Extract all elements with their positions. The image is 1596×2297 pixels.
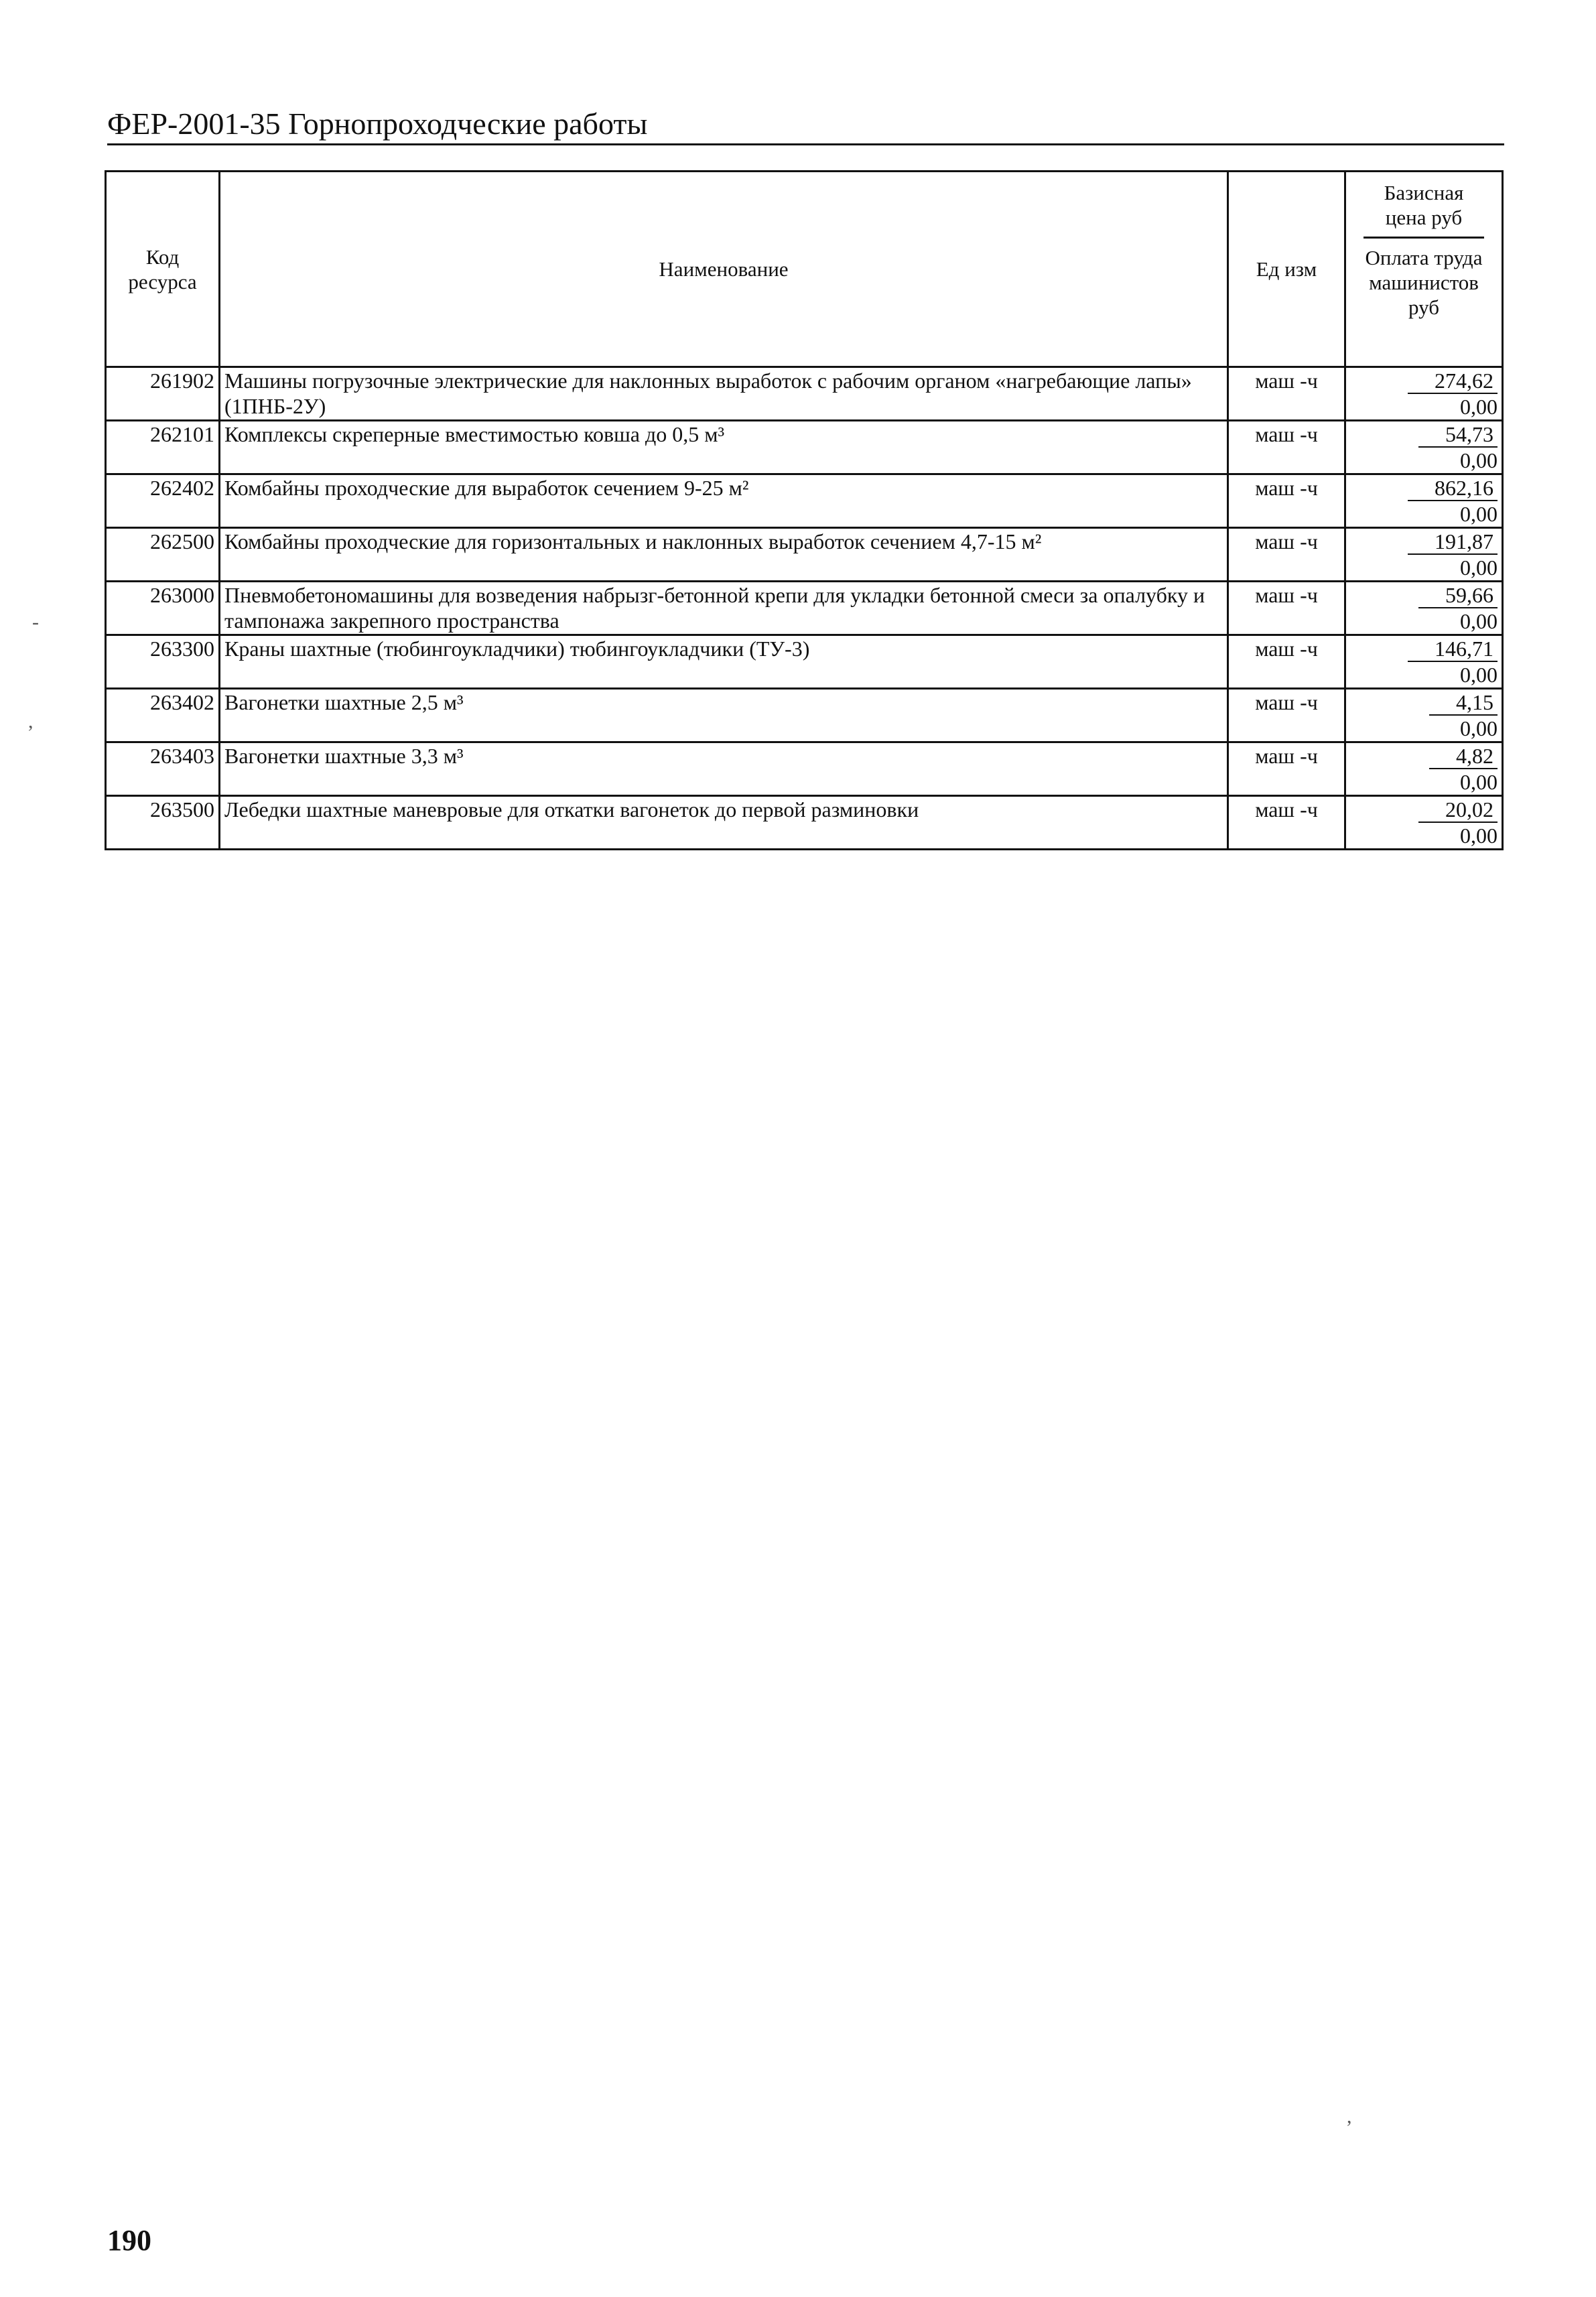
base-price-value: 4,82 (1429, 744, 1498, 769)
cell-price (1345, 635, 1503, 689)
page-header: ФЕР-2001-35 Горнопроходческие работы (107, 106, 1504, 145)
cell-unit: маш -ч (1228, 528, 1345, 582)
scan-speck: , (28, 710, 34, 732)
cell-price (1345, 796, 1503, 850)
base-price-value: 274,62 (1408, 369, 1498, 394)
cell-name: Комбайны проходческие для выработок сечением 9-25 м² (220, 474, 1228, 528)
cell-unit: маш -ч (1228, 742, 1345, 796)
cell-name: Вагонетки шахтные 2,5 м³ (220, 689, 1228, 742)
cell-unit: маш -ч (1228, 474, 1345, 528)
labor-price-value: 0,00 (1460, 448, 1498, 472)
cell-name: Лебедки шахтные маневровые для откатки вагонеток до первой разминовки (220, 796, 1228, 850)
base-price-value: 59,66 (1418, 583, 1498, 608)
base-price-value: 20,02 (1418, 797, 1498, 823)
cell-price (1345, 528, 1503, 582)
cell-code: 263300 (106, 635, 220, 689)
cell-name: Машины погрузочные электрические для наклонных выработок с рабочим органом «нагребающие лапы» (1ПНБ-2У) (220, 367, 1228, 421)
cell-code: 263500 (106, 796, 220, 850)
cell-code: 262101 (106, 421, 220, 474)
cell-code: 263402 (106, 689, 220, 742)
scan-speck: - (32, 611, 39, 633)
cell-price (1345, 367, 1503, 421)
column-header-price (1345, 172, 1503, 367)
cell-code: 262500 (106, 528, 220, 582)
cell-price (1345, 421, 1503, 474)
cell-unit: маш -ч (1228, 796, 1345, 850)
labor-price-value: 0,00 (1460, 395, 1498, 419)
table-header-row (106, 172, 1503, 367)
resource-table (105, 170, 1504, 850)
column-header-code: Код ресурса (106, 172, 220, 367)
table-row (106, 796, 1503, 850)
table-row (106, 474, 1503, 528)
table-row (106, 635, 1503, 689)
cell-code: 263403 (106, 742, 220, 796)
table-row (106, 528, 1503, 582)
scan-speck: , (1347, 2105, 1352, 2127)
labor-price-value: 0,00 (1460, 663, 1498, 687)
cell-unit: маш -ч (1228, 367, 1345, 421)
cell-unit: маш -ч (1228, 582, 1345, 635)
cell-name: Пневмобетономашины для возведения набрызг-бетонной крепи для укладки бетонной смеси за опалубку и тампонажа закрепного пространства (220, 582, 1228, 635)
cell-unit: маш -ч (1228, 635, 1345, 689)
table-body (106, 367, 1503, 850)
labor-price-value: 0,00 (1460, 609, 1498, 633)
table-row (106, 582, 1503, 635)
cell-code: 263000 (106, 582, 220, 635)
labor-price-value: 0,00 (1460, 770, 1498, 794)
labor-price-value: 0,00 (1460, 502, 1498, 526)
cell-unit: маш -ч (1228, 689, 1345, 742)
cell-name: Вагонетки шахтные 3,3 м³ (220, 742, 1228, 796)
table-row (106, 689, 1503, 742)
column-header-unit: Ед изм (1228, 172, 1345, 367)
base-price-value: 862,16 (1408, 476, 1498, 501)
cell-name: Комбайны проходческие для горизонтальных и наклонных выработок сечением 4,7-15 м² (220, 528, 1228, 582)
cell-code: 262402 (106, 474, 220, 528)
table-row (106, 367, 1503, 421)
base-price-value: 146,71 (1408, 637, 1498, 662)
column-header-price-labor: Оплата труда машинистов руб (1365, 246, 1483, 319)
column-header-name: Наименование (220, 172, 1228, 367)
base-price-value: 54,73 (1418, 422, 1498, 448)
page-number: 190 (107, 2224, 151, 2257)
labor-price-value: 0,00 (1460, 824, 1498, 848)
cell-price (1345, 474, 1503, 528)
cell-price (1345, 742, 1503, 796)
table-row (106, 742, 1503, 796)
cell-name: Комплексы скреперные вместимостью ковша до 0,5 м³ (220, 421, 1228, 474)
base-price-value: 191,87 (1408, 529, 1498, 555)
base-price-value: 4,15 (1429, 690, 1498, 716)
column-header-price-base: Базисная цена руб (1364, 172, 1484, 239)
cell-price (1345, 689, 1503, 742)
table-row (106, 421, 1503, 474)
cell-unit: маш -ч (1228, 421, 1345, 474)
cell-code: 261902 (106, 367, 220, 421)
cell-name: Краны шахтные (тюбингоукладчики) тюбингоукладчики (ТУ-3) (220, 635, 1228, 689)
labor-price-value: 0,00 (1460, 716, 1498, 740)
labor-price-value: 0,00 (1460, 555, 1498, 580)
cell-price (1345, 582, 1503, 635)
